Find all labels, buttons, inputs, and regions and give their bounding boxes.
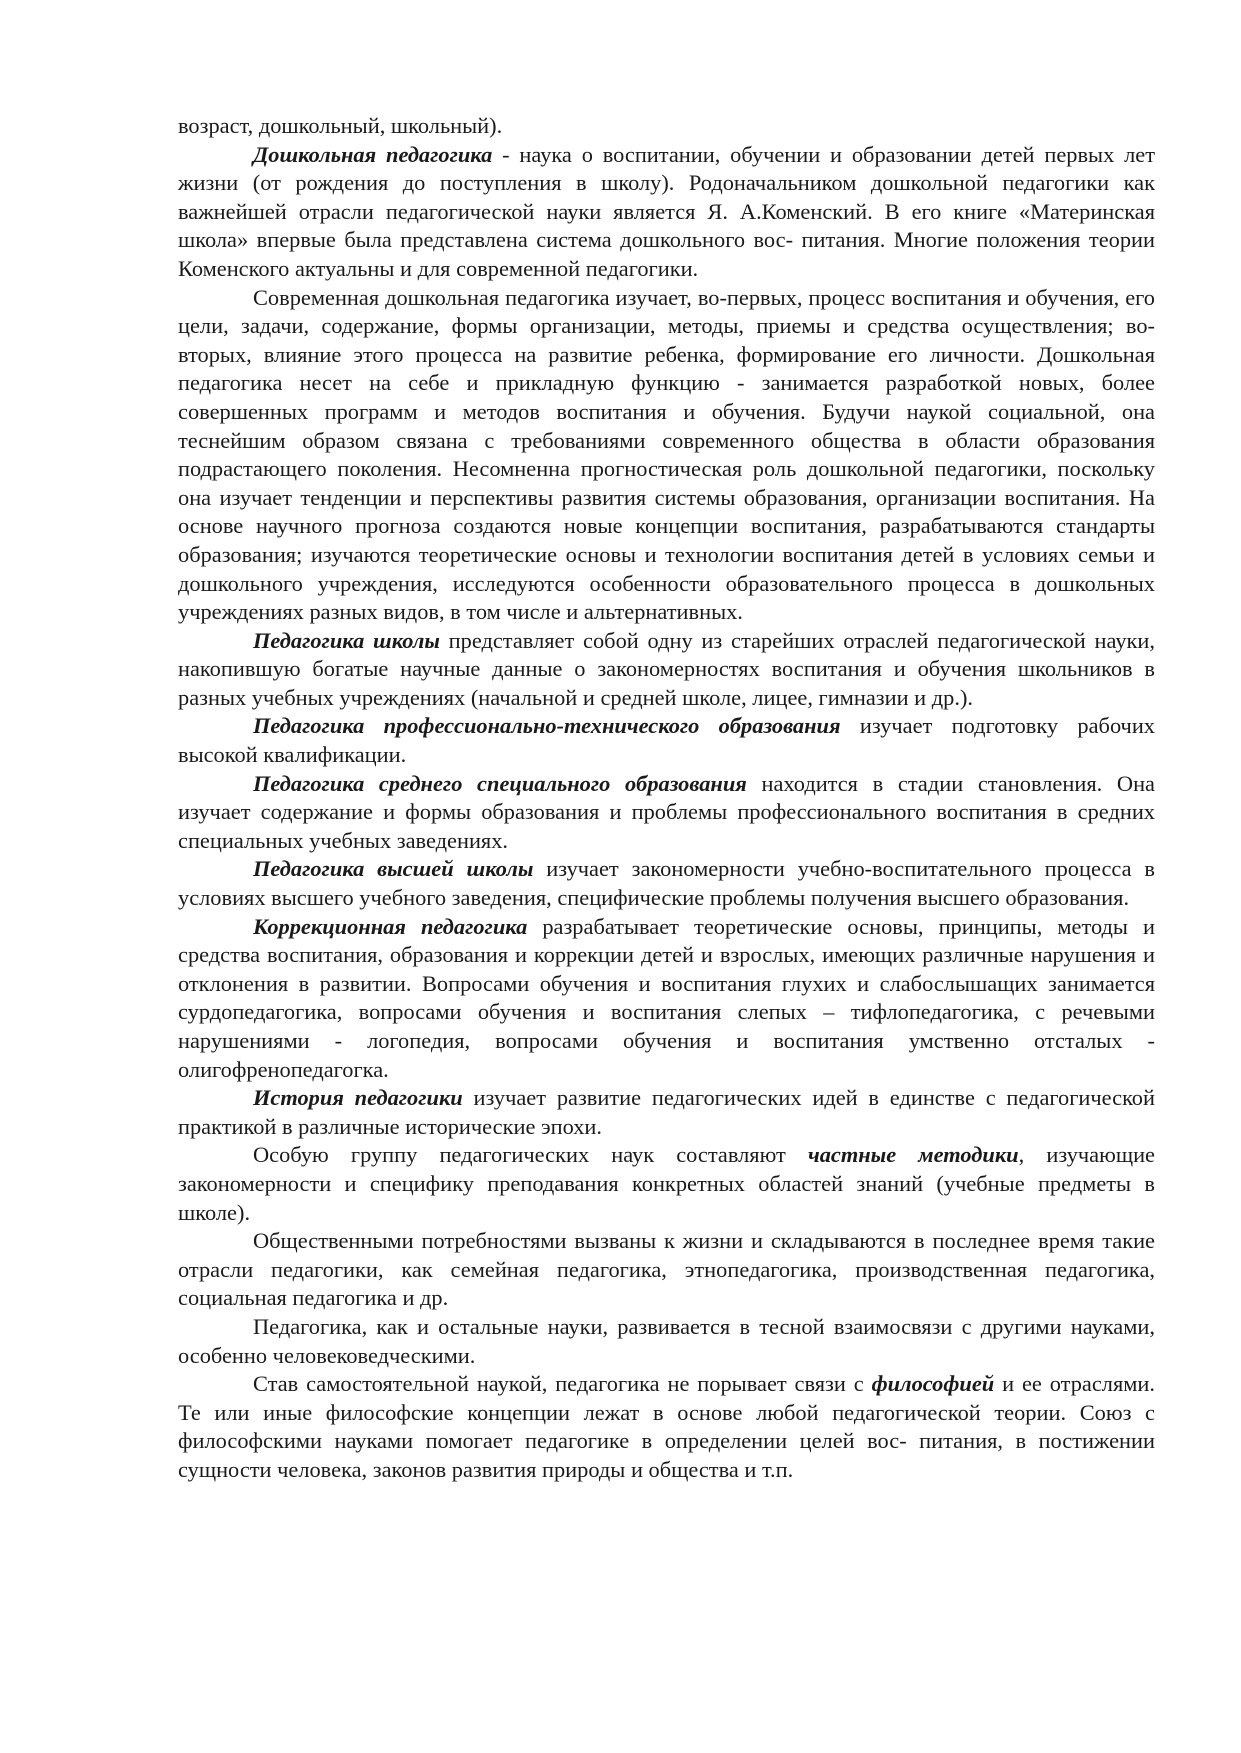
paragraph-particular-methods <box>178 1141 1155 1227</box>
paragraph-text: - наука о воспитании, обучении и образовании детей первых лет жизни (от рождения до поступления в школу). Родоначальником дошкольной педагогики как важнейшей отрасли педагогической науки является Я. А.Коменский. В его книге «Материнская школа» впервые была представлена система дошкольного вос- питания. Многие положения теории Коменского актуальны и для современной педагогики. <box>178 141 1155 281</box>
paragraph-secondary-special-pedagogy <box>178 770 1155 856</box>
term-school-pedagogy: Педагогика школы <box>253 627 440 653</box>
paragraph-modern-preschool-pedagogy <box>178 284 1155 627</box>
paragraph-text: Современная дошкольная педагогика изучает, во-первых, процесс воспитания и обучения, его цели, задачи, содержание, формы организации, методы, приемы и средства осуществления; во-вторых, влияние этого процесса на развитие ребенка, формирование его личности. Дошкольная педагогика несет на себе и прикладную функцию - занимается разработкой новых, более совершенных программ и методов воспитания и обучения. Будучи наукой социальной, она теснейшим образом связана с требованиями современного общества в области образования подрастающего поколения. Несомненна прогностическая роль дошкольной педагогики, поскольку она изучает тенденции и перспективы развития системы образования, организации воспитания. На основе научного прогноза создаются новые концепции воспитания, разрабатываются стандарты образования; изучаются теоретические основы и технологии воспитания детей в условиях семьи и дошкольного учреждения, исследуются особенности образовательного процесса в дошкольных учреждениях разных видов, в том числе и альтернативных. <box>178 284 1155 625</box>
paragraph-text: изучает подготовку рабочих высокой квалификации. <box>178 713 1155 768</box>
paragraph-interrelation <box>178 1313 1155 1370</box>
paragraph-preschool-pedagogy <box>178 141 1155 284</box>
paragraph-vocational-pedagogy <box>178 712 1155 769</box>
paragraph-text: изучает развитие педагогических идей в единстве с педагогической практикой в различные исторические эпохи. <box>178 1085 1155 1139</box>
paragraph-text: разрабатывает теоретические основы, принципы, методы и средства воспитания, образования и коррекции детей и взрослых, имеющих различные нарушения и отклонения в развитии. Вопросами обучения и воспитания глухих и слабослышащих занимается сурдопедагогика, вопросами обучения и воспитания слепых – тифлопедагогика, с речевыми нарушениями - логопедия, вопросами обучения и воспитания умственно отсталых - олигофренопедагогка. <box>178 913 1155 1082</box>
paragraph-new-branches <box>178 1227 1155 1313</box>
paragraph-text-before: Особую группу педагогических наук составляют <box>253 1142 808 1168</box>
paragraph-correctional-pedagogy <box>178 913 1155 1085</box>
paragraph-age-continuation <box>178 112 1155 141</box>
term-correctional-pedagogy: Коррекционная педагогика <box>253 913 528 939</box>
term-history-of-pedagogy: История педагогики <box>253 1085 463 1111</box>
paragraph-text: представляет собой одну из старейших отраслей педагогической науки, накопившую богатые научные данные о закономерностях воспитания и обучения школьников в разных учебных учреждениях (начальной и средней школе, лицее, гимназии и др.). <box>178 627 1155 710</box>
paragraph-text: , изучающие закономерности и специфику преподавания конкретных областей знаний (учебные предметы в школе). <box>178 1142 1155 1225</box>
paragraph-text: возраст, дошкольный, школьный). <box>178 113 503 138</box>
term-higher-school-pedagogy: Педагогика высшей школы <box>253 856 534 882</box>
paragraph-text: находится в стадии становления. Она изучает содержание и формы образования и проблемы профессионального воспитания в средних специальных учебных заведениях. <box>178 770 1155 853</box>
paragraph-text: изучает закономерности учебно-воспитательного процесса в условиях высшего учебного заведения, специфические проблемы получения высшего образования. <box>178 856 1155 911</box>
term-secondary-special-pedagogy: Педагогика среднего специального образования <box>253 770 747 796</box>
term-philosophy: философией <box>871 1371 995 1397</box>
term-vocational-pedagogy: Педагогика профессионально-технического образования <box>253 713 841 739</box>
paragraph-text: Педагогика, как и остальные науки, развивается в тесной взаимосвязи с другими науками, особенно человековедческими. <box>178 1313 1155 1368</box>
paragraph-higher-school-pedagogy <box>178 855 1155 912</box>
paragraph-text-before: Став самостоятельной наукой, педагогика не порывает связи с <box>253 1371 872 1397</box>
paragraph-school-pedagogy <box>178 627 1155 713</box>
document-page <box>178 112 1155 1485</box>
term-preschool-pedagogy: Дошкольная педагогика <box>253 141 493 167</box>
paragraph-history-of-pedagogy <box>178 1084 1155 1141</box>
paragraph-text: и ее отраслями. Те или иные философские концепции лежат в основе любой педагогической теории. Союз с философскими науками помогает педагогике в определении целей вос- питания, в постижении сущности человека, законов развития природы и общества и т.п. <box>178 1371 1156 1482</box>
paragraph-philosophy <box>178 1370 1155 1484</box>
paragraph-text: Общественными потребностями вызваны к жизни и складываются в последнее время такие отрасли педагогики, как семейная педагогика, этнопедагогика, производственная педагогика, социальная педагогика и др. <box>178 1228 1155 1311</box>
term-particular-methods: частные методики <box>807 1142 1019 1168</box>
